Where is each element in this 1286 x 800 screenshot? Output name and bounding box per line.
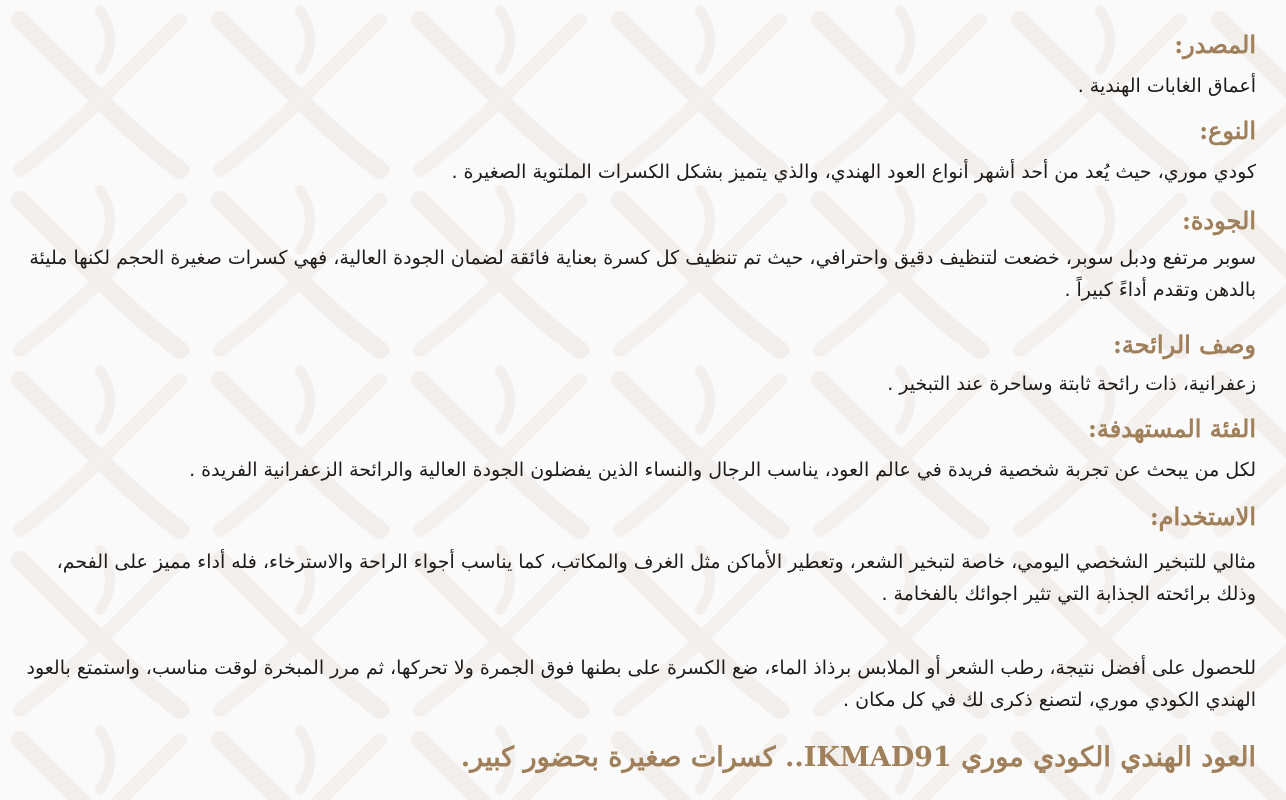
- closing-tagline: العود الهندي الكودي موري IKMAD91.. كسرات صغيرة بحضور كبير.: [460, 742, 1256, 773]
- target-heading: الفئة المستهدفة:: [1088, 414, 1256, 443]
- source-text: أعماق الغابات الهندية .: [1077, 75, 1256, 97]
- type-heading: النوع:: [1199, 116, 1256, 145]
- quality-heading: الجودة:: [1182, 206, 1256, 235]
- scent-text: زعفرانية، ذات رائحة ثابتة وساحرة عند التبخير .: [887, 373, 1256, 395]
- type-text: كودي موري، حيث يُعد من أحد أشهر أنواع العود الهندي، والذي يتميز بشكل الكسرات الملتوية الصغيرة .: [451, 161, 1256, 183]
- usage-tip-text: للحصول على أفضل نتيجة، رطب الشعر أو الملابس برذاذ الماء، ضع الكسرة على بطنها فوق الجمرة ولا تحركها، ثم مرر المبخرة لوقت مناسب، واستمتع بالعود الهندي الكودي موري، لتصنع ذكرى لك في كل مكان .: [26, 657, 1256, 711]
- quality-text: سوبر مرتفع ودبل سوبر، خضعت لتنظيف دقيق واحترافي، حيث تم تنظيف كل كسرة بعناية فائقة لضمان الجودة العالية، فهي كسرات صغيرة الحجم لكنها مليئة بالدهن وتقدم أداءً كبيراً .: [29, 247, 1256, 301]
- target-text: لكل من يبحث عن تجربة شخصية فريدة في عالم العود، يناسب الرجال والنساء الذين يفضلون الجودة العالية والرائحة الزعفرانية الفريدة .: [189, 459, 1256, 481]
- scent-heading: وصف الرائحة:: [1113, 330, 1256, 359]
- usage-heading: الاستخدام:: [1149, 502, 1256, 531]
- usage-text: مثالي للتبخير الشخصي اليومي، خاصة لتبخير الشعر، وتعطير الأماكن مثل الغرف والمكاتب، كما يناسب أجواء الراحة والاسترخاء، فله أداء مميز على الفحم، وذلك برائحته الجذابة التي تثير اجوائك بالفخامة .: [56, 551, 1256, 605]
- source-heading: المصدر:: [1174, 30, 1256, 59]
